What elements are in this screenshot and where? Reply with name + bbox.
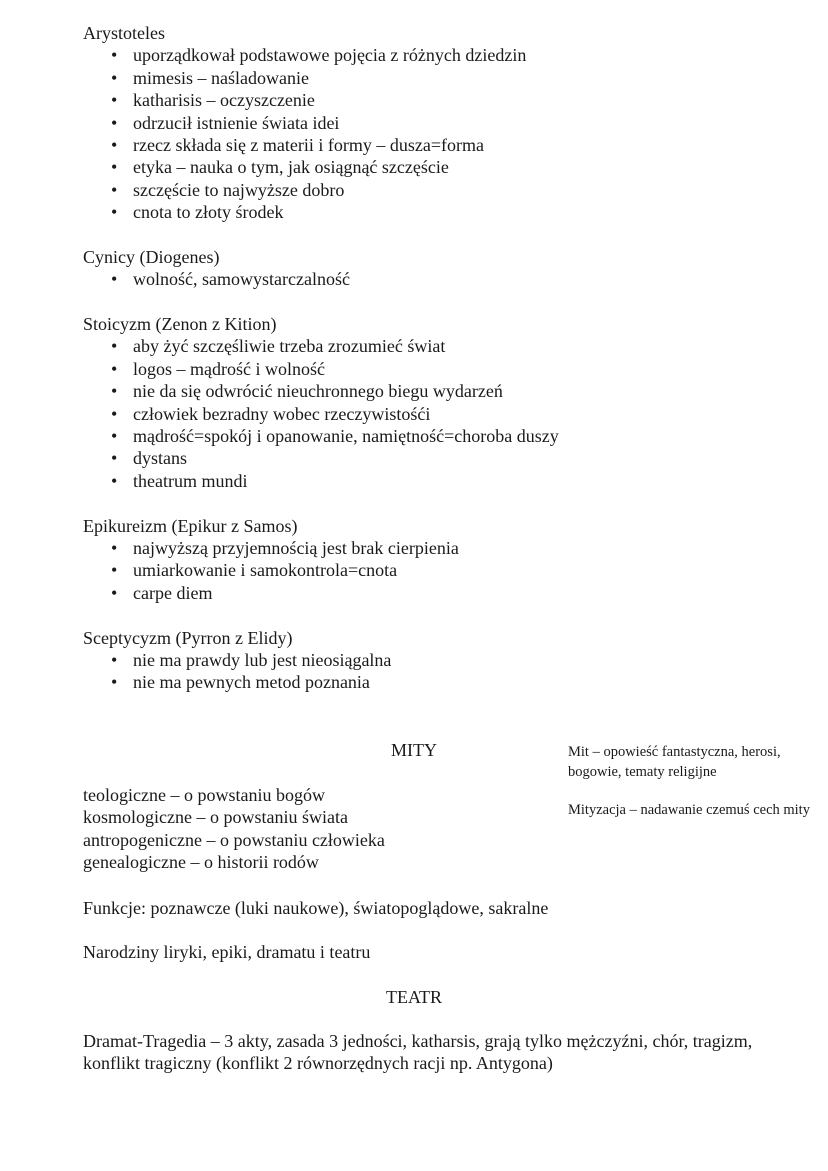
list-item: • dystans [111,448,187,469]
list-item: • szczęście to najwyższe dobro [111,179,345,200]
bullet-icon: • [111,672,118,693]
bullet-icon: • [111,179,118,200]
list-item: genealogiczne – o historii rodów [83,852,319,873]
section-title: Sceptycyzm (Pyrron z Elidy) [83,627,293,648]
bullet-icon: • [111,90,118,111]
bullet-list [83,335,783,492]
list-item: • mimesis – naśladowanie [111,67,309,88]
section-title: Stoicyzm (Zenon z Kition) [83,314,277,335]
section-title: Epikureizm (Epikur z Samos) [83,515,298,536]
bullet-icon: • [111,582,118,603]
list-item: • uporządkował podstawowe pojęcia z różnych dziedzin [111,45,527,66]
bullet-list [83,537,783,604]
bullet-icon: • [111,426,118,447]
list-item: teologiczne – o powstaniu bogów [83,785,325,805]
bullet-icon: • [111,45,118,66]
section-title: Cynicy (Diogenes) [83,246,220,267]
bullet-icon: • [111,67,118,88]
bullet-icon: • [111,560,118,581]
section-title: Arystoteles [83,23,165,43]
bullet-icon: • [111,358,118,379]
list-item: • cnota to złoty środek [111,202,284,223]
list-item: • nie ma prawdy lub jest nieosiągalna [111,649,392,670]
bullet-list [83,268,783,290]
note-mit: Mit – opowieść fantastyczna, herosi, bogowie, tematy religijne [568,744,781,780]
list-item: • nie da się odwrócić nieuchronnego biegu wydarzeń [111,381,503,402]
section-epikureizm [83,515,783,605]
list-item: • etyka – nauka o tym, jak osiągnąć szczęście [111,157,449,178]
list-item: • carpe diem [111,582,213,603]
list-item: • mądrość=spokój i opanowanie, namiętność=choroba duszy [111,426,559,447]
note-mityzacja: Mityzacja – nadawanie czemuś cech mity [568,802,810,818]
bullet-icon: • [111,202,118,223]
myth-types-list [83,784,385,874]
bullet-icon: • [111,381,118,402]
tragedy-paragraph: Dramat-Tragedia – 3 akty, zasada 3 jedności, katharsis, grają tylko mężczyźni, chór, tragizm, konflikt tragiczny (konflikt 2 równorzędnych racji np. Antygona) [83,1031,753,1074]
bullet-icon: • [111,448,118,469]
bullet-icon: • [111,336,118,357]
list-item: • człowiek bezradny wobec rzeczywistośći [111,403,431,424]
list-item: • theatrum mundi [111,470,248,491]
bullet-icon: • [111,134,118,155]
section-cynicy [83,246,783,291]
list-item: • wolność, samowystarczalność [111,269,350,290]
list-item: • nie ma pewnych metod poznania [111,672,370,693]
list-item: antropogeniczne – o powstaniu człowieka [83,829,385,850]
list-item: • rzecz składa się z materii i formy – dusza=forma [111,134,484,155]
bullet-icon: • [111,649,118,670]
list-item: • najwyższą przyjemnością jest brak cierpienia [111,537,459,558]
philosophy-notes [83,22,783,694]
section-arystoteles [83,22,783,224]
list-item: • umiarkowanie i samokontrola=cnota [111,560,398,581]
teatr-heading: TEATR [386,987,442,1007]
section-stoicyzm [83,313,783,492]
list-item: • katharisis – oczyszczenie [111,90,315,111]
section-sceptycyzm [83,627,783,694]
list-item: • aby żyć szczęśliwie trzeba zrozumieć świat [111,336,446,357]
list-item: • logos – mądrość i wolność [111,358,325,379]
mity-heading: MITY [391,740,437,760]
bullet-icon: • [111,403,118,424]
list-item: kosmologiczne – o powstaniu świata [83,807,348,828]
bullet-list [83,44,783,223]
bullet-icon: • [111,112,118,133]
bullet-list [83,649,783,694]
bullet-icon: • [111,537,118,558]
bullet-icon: • [111,269,118,290]
myth-birth: Narodziny liryki, epiki, dramatu i teatru [83,942,371,962]
bullet-icon: • [111,157,118,178]
bullet-icon: • [111,470,118,491]
list-item: • odrzucił istnienie świata idei [111,112,340,133]
myth-functions: Funkcje: poznawcze (luki naukowe), światopoglądowe, sakralne [83,898,549,918]
